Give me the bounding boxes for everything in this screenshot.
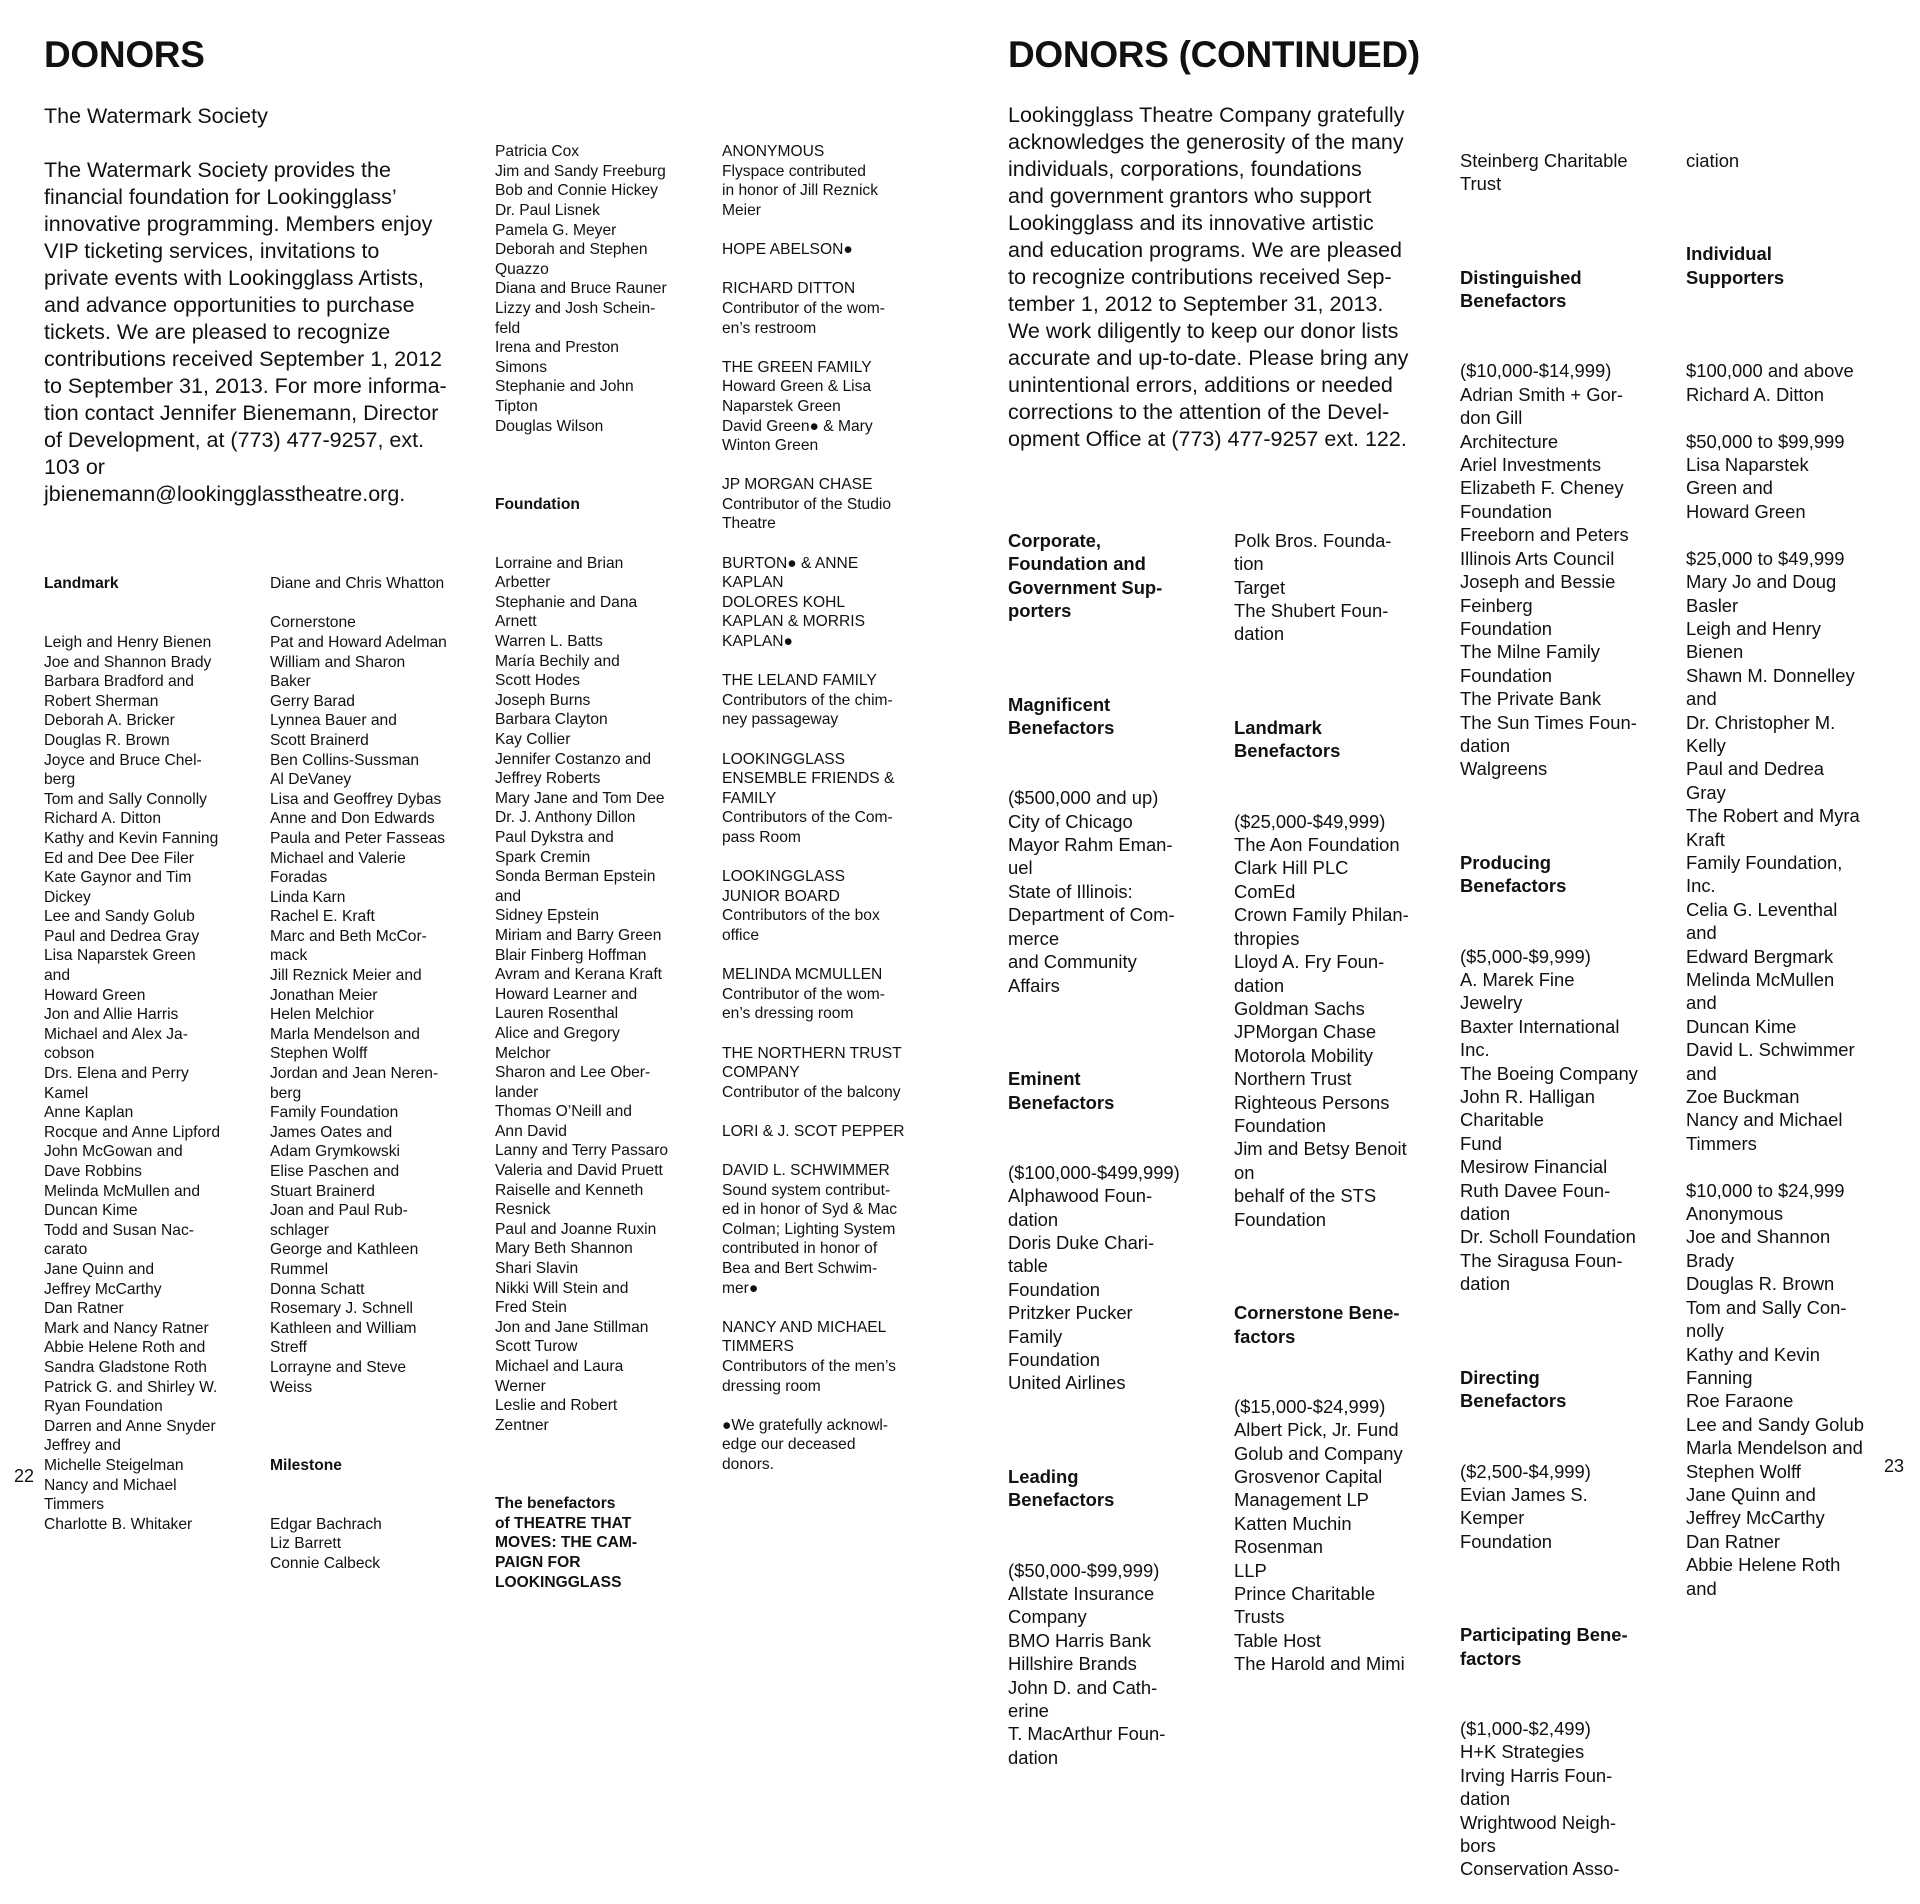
corporate-supporters-heading: Corporate, Foundation and Government Sup- porters [1008,529,1163,622]
donors-continued-intro: Lookingglass Theatre Company gratefully acknowledges the generosity of the many individuals, corporations, foundations and government grantors who support Lookingglass and its innovative artistic and education programs. We are pleased to recognize contributions received Sep- tember 1, 2012 to September 31, 2013. We work diligently to keep our donor lists accurate and up-to-date. Please bring any unintentional errors, additions or needed corrections to the attention of the Devel- opment Office at (773) 477-9257 ext. 122. [1008,103,1409,451]
cornerstone-benefactors-heading: Cornerstone Bene- factors [1234,1302,1400,1347]
eminent-benefactors-heading: Eminent Benefactors [1008,1068,1115,1113]
individual-supporters-list: $100,000 and above Richard A. Ditton $50,000 to $99,999 Lisa Naparstek Green and Howard Green $25,000 to $49,999 Mary Jo and Doug Basler Leigh and Henry Bienen Shawn M. Donnelley and Dr. Christopher M. Kelly Paul and Dedrea Gray The Robert and Myra Kraft Family Foundation, Inc. Celia G. Leventhal and Edward Bergmark Melinda McMullen and Duncan Kime David L. Schwimmer and Zoe Buckman Nancy and Michael Timmers $10,000 to $24,999 Anonymous Joe and Shannon Brady Douglas R. Brown Tom and Sally Con- nolly Kathy and Kevin Fanning Roe Faraone Lee and Sandy Golub Marla Mendelson and Stephen Wolff Jane Quinn and Jeffrey McCarthy Dan Ratner Abbie Helene Roth and [1686,360,1864,1599]
leading-benefactors-heading: Leading Benefactors [1008,1466,1115,1511]
landmark-donor-list: Leigh and Henry Bienen Joe and Shannon Brady Barbara Bradford and Robert Sherman Deborah A. Bricker Douglas R. Brown Joyce and Bruce Chel- berg Tom and Sally Connolly Richard A. Ditton Kathy and Kevin Fanning Ed and Dee Dee Filer Kate Gaynor and Tim Dickey Lee and Sandy Golub Paul and Dedrea Gray Lisa Naparstek Green and Howard Green Jon and Allie Harris Michael and Alex Ja- cobson Drs. Elena and Perry Kamel Anne Kaplan Rocque and Anne Lipford John McGowan and Dave Robbins Melinda McMullen and Duncan Kime Todd and Susan Nac- carato Jane Quinn and Jeffrey McCarthy Dan Ratner Mark and Nancy Ratner Abbie Helene Roth and Sandra Gladstone Roth Patrick G. and Shirley W. Ryan Foundation Darren and Anne Snyder Jeffrey and Michelle Steigelman Nancy and Michael Timmers Charlotte B. Whitaker [44,633,221,1533]
participating-benefactors-list: ($1,000-$2,499) H+K Strategies Irving Harris Foun- dation Wrightwood Neigh- bors Conservation Asso- [1460,1717,1620,1880]
milestone-heading: Milestone [270,1456,342,1474]
distinguished-benefactors-heading: Distinguished Benefactors [1460,266,1582,312]
left-column-3 [495,103,717,1612]
landmark-heading: Landmark [44,575,119,593]
left-column-2 [270,535,485,1593]
cornerstone-benefactors-list-continued: Steinberg Charitable Trust [1460,149,1628,195]
magnificent-benefactors-list: ($500,000 and up) City of Chicago Mayor Rahm Eman- uel State of Illinois: Department of Com- merce and Community Affairs [1008,787,1175,996]
left-column-1 [44,535,259,1554]
page-number-left: 22 [14,1466,35,1486]
producing-benefactors-list: ($5,000-$9,999) A. Marek Fine Jewelry Baxter International Inc. The Boeing Company John R. Halligan Charitable Fund Mesirow Financial Ruth Davee Foun- dation Dr. Scholl Foundation The Siragusa Foun- dation [1460,945,1638,1295]
participating-benefactors-list-continued: ciation [1686,149,1740,171]
landmark-benefactors-list: ($25,000-$49,999) The Aon Foundation Clark Hill PLC ComEd Crown Family Philan- thropies Lloyd A. Fry Foun- dation Goldman Sachs JPMorgan Chase Motorola Mobility Northern Trust Righteous Persons Foundation Jim and Betsy Benoit on behalf of the STS Foundation [1234,810,1409,1230]
foundation-heading: Foundation [495,495,580,513]
watermark-society-intro: The Watermark Society The Watermark Society provides the financial foundation for Lookingglass’ innovative programming. Members enjoy VIP ticketing services, invitations to private events with Lookingglass Artists, and advance opportunities to purchase tickets. We are pleased to recognize contributions received September 1, 2012 to September 31, 2013. For more informa- tion contact Jennifer Bienemann, Director of Development, at (773) 477-9257, ext. 103 or jbienemann@lookingglasstheatre.org. [44,104,447,506]
right-column-1 [1008,482,1230,1793]
individual-supporters-heading: Individual Supporters [1686,243,1785,288]
right-column-4 [1686,102,1906,1623]
directing-benefactors-heading: Directing Benefactors [1460,1366,1567,1412]
right-column-2 [1234,482,1459,1699]
page-number-right: 23 [1884,1456,1905,1476]
directing-benefactors-list: ($2,500-$4,999) Evian James S. Kemper Foundation [1460,1460,1591,1552]
right-page-title: DONORS (CONTINUED) [1008,34,1420,75]
landmark-cornerstone-donor-list: Diane and Chris Whatton Cornerstone Pat and Howard Adelman William and Sharon Baker Gerry Barad Lynnea Bauer and Scott Brainerd Ben Collins-Sussman Al DeVaney Lisa and Geoffrey Dybas Anne and Don Edwards Paula and Peter Fasseas Michael and Valerie Foradas Linda Karn Rachel E. Kraft Marc and Beth McCor- mack Jill Reznick Meier and Jonathan Meier Helen Melchior Marla Mendelson and Stephen Wolff Jordan and Jean Neren- berg Family Foundation James Oates and Adam Grymkowski Elise Paschen and Stuart Brainerd Joan and Paul Rub- schlager George and Kathleen Rummel Donna Schatt Rosemary J. Schnell Kathleen and William Streff Lorrayne and Steve Weiss [270,575,447,1396]
leading-benefactors-list: ($50,000-$99,999) Allstate Insurance Company BMO Harris Bank Hillshire Brands John D. and Cath- erine T. MacArthur Foun- dation [1008,1559,1166,1768]
milestone-donor-list-continued: Patricia Cox Jim and Sandy Freeburg Bob and Connie Hickey Dr. Paul Lisnek Pamela G. Meyer Deborah and Stephen Quazzo Diana and Bruce Rauner Lizzy and Josh Schein- feld Irena and Preston Simons Stephanie and John Tipton Douglas Wilson [495,143,667,435]
foundation-donor-list: Lorraine and Brian Arbetter Stephanie and Dana Arnett Warren L. Batts María Bechily and Scott Hodes Joseph Burns Barbara Clayton Kay Collier Jennifer Costanzo and Jeffrey Roberts Mary Jane and Tom Dee Dr. J. Anthony Dillon Paul Dykstra and Spark Cremin Sonda Berman Epstein and Sidney Epstein Miriam and Barry Green Blair Finberg Hoffman Avram and Kerana Kraft Howard Learner and Lauren Rosenthal Alice and Gregory Melchor Sharon and Lee Ober- lander Thomas O’Neill and Ann David Lanny and Terry Passaro Valeria and David Pruett Raiselle and Kenneth Resnick Paul and Joanne Ruxin Mary Beth Shannon Shari Slavin Nikki Will Stein and Fred Stein Jon and Jane Stillman Scott Turow Michael and Laura Werner Leslie and Robert Zentner [495,554,669,1434]
campaign-benefactors-list: ANONYMOUS Flyspace contributed in honor of Jill Reznick Meier HOPE ABELSON● RICHARD DITTON Contributor of the wom- en’s restroom THE GREEN FAMILY Howard Green & Lisa Naparstek Green David Green● & Mary Winton Green JP MORGAN CHASE Contributor of the Studio Theatre BURTON● & ANNE KAPLAN DOLORES KOHL KAPLAN & MORRIS KAPLAN● THE LELAND FAMILY Contributors of the chim- ney passageway LOOKINGGLASS ENSEMBLE FRIENDS & FAMILY Contributors of the Com- pass Room LOOKINGGLASS JUNIOR BOARD Contributors of the box office MELINDA MCMULLEN Contributor of the wom- en’s dressing room THE NORTHERN TRUST COMPANY Contributor of the balcony LORI & J. SCOT PEPPER DAVID L. SCHWIMMER Sound system contribut- ed in honor of Syd & Mac Colman; Lighting System contributed in honor of Bea and Bert Schwim- mer● NANCY AND MICHAEL TIMMERS Contributors of the men’s dressing room ●We gratefully acknowl- edge our deceased donors. [722,143,905,1473]
eminent-benefactors-list: ($100,000-$499,999) Alphawood Foun- dation Doris Duke Chari- table Foundation Pritzker Pucker Family Foundation United Airlines [1008,1161,1180,1394]
left-page-title: DONORS [44,34,205,75]
leading-benefactors-list-continued: Polk Bros. Founda- tion Target The Shubert Foun- dation [1234,529,1392,645]
landmark-benefactors-heading: Landmark Benefactors [1234,717,1341,762]
campaign-benefactors-heading: The benefactors of THEATRE THAT MOVES: THE CAM- PAIGN FOR LOOKINGGLASS [495,1495,638,1591]
distinguished-benefactors-list: ($10,000-$14,999) Adrian Smith + Gor- don Gill Architecture Ariel Investments Elizabeth F. Cheney Foundation Freeborn and Peters Illinois Arts Council Joseph and Bessie Feinberg Foundation The Milne Family Foundation The Private Bank The Sun Times Foun- dation Walgreens [1460,360,1637,780]
milestone-donor-list: Edgar Bachrach Liz Barrett Connie Calbeck [270,1515,382,1572]
producing-benefactors-heading: Producing Benefactors [1460,851,1567,897]
participating-benefactors-heading: Participating Bene- factors [1460,1624,1628,1669]
cornerstone-benefactors-list: ($15,000-$24,999) Albert Pick, Jr. Fund Golub and Company Grosvenor Capital Management LP Katten Muchin Rosenman LLP Prince Charitable Trusts Table Host The Harold and Mimi [1234,1395,1405,1675]
magnificent-benefactors-heading: Magnificent Benefactors [1008,693,1115,739]
left-column-4 [722,103,944,1494]
right-column-3 [1460,102,1684,1904]
